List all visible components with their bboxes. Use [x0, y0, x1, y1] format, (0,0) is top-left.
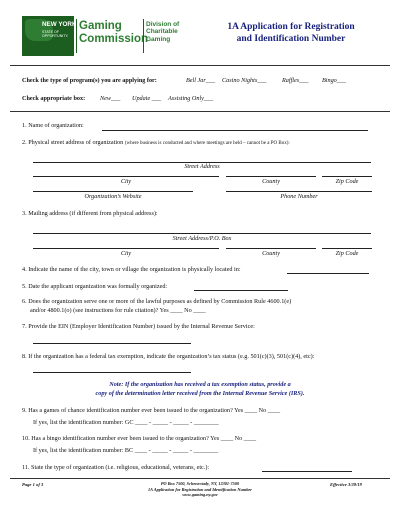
q3-county-caption: County [262, 250, 280, 257]
q2-zip-field[interactable] [322, 176, 372, 177]
q3-city-caption: City [120, 250, 132, 257]
box-update[interactable]: Update ___ [132, 95, 162, 102]
q5-label: 5. Date the applicant organization was formally organized: [22, 283, 168, 290]
q8-tax-status-field[interactable] [33, 372, 191, 373]
q7-ein-field[interactable] [33, 343, 191, 344]
program-casino-nights[interactable]: Casino Nights___ [222, 77, 267, 84]
q2-phone-field[interactable] [226, 191, 372, 192]
q7-label: 7. Provide the EIN (Employer Identification Number) issued by the Internal Revenue Service: [22, 323, 255, 330]
footer-center [120, 481, 280, 498]
logo-gaming-commission: Gaming Commission [79, 20, 149, 45]
footer-form-name: 1A Application for Registration and Identification Number [148, 486, 252, 492]
q2-label: 2. Physical street address of organization (where business is conducted and where meetings are held – cannot be a PO Box): [22, 139, 290, 146]
footer-divider [10, 478, 390, 479]
logo-divider [76, 19, 77, 53]
program-raffles[interactable]: Raffles___ [282, 77, 309, 84]
section-divider [10, 111, 390, 112]
logo-state-text: STATE OF OPPORTUNITY. [42, 30, 69, 39]
q9-id-field[interactable]: If yes, list the identification number: GC ____ - _____ - _____ - ________ [33, 419, 219, 426]
q11-org-type-field[interactable] [262, 471, 352, 472]
q6-label-line2[interactable]: and/or 4800.1(o) (see instructions for rule citation)? Yes ____ No ____ [30, 307, 206, 314]
q5-date-field[interactable] [194, 290, 288, 291]
q2-zip-caption: Zip Code [335, 178, 359, 185]
q4-label: 4. Indicate the name of the city, town or village the organization is physically located in: [22, 266, 241, 273]
q4-city-town-field[interactable] [287, 273, 369, 274]
program-bingo[interactable]: Bingo___ [322, 77, 347, 84]
q1-name-field[interactable] [102, 130, 368, 131]
logo-division: Division of Charitable Gaming [146, 21, 180, 43]
logo-divider-2 [143, 19, 144, 53]
q10-label[interactable]: 10. Has a bingo identification number ever been issued to the organization? Yes ____ No ____ [22, 435, 257, 442]
q1-label: 1. Name of organization: [22, 122, 84, 129]
program-type-label: Check the type of program(s) you are applying for: [22, 77, 157, 84]
box-new[interactable]: New___ [100, 95, 121, 102]
q3-street-caption: Street Address/P.O. Box [172, 235, 232, 242]
q2-street-caption: Street Address [184, 163, 220, 170]
footer-effective-date: Effective 3/28/19 [330, 482, 362, 487]
q2-phone-caption: Phone Number [280, 193, 318, 200]
footer-page-number: Page 1 of 3 [22, 482, 44, 487]
q3-street-field[interactable] [33, 233, 371, 234]
q3-city-field[interactable] [33, 248, 219, 249]
program-bell-jar[interactable]: Bell Jar___ [186, 77, 216, 84]
logo [22, 16, 192, 56]
note-line1: Note: If the organization has received a tax exemption status, provide a [109, 381, 291, 388]
q3-zip-caption: Zip Code [335, 250, 359, 257]
q2-city-caption: City [120, 178, 132, 185]
q8-label: 8. If the organization has a federal tax exemption, indicate the organization’s tax status (e.g. 501(c)(3), 501(c)(4), etc): [22, 353, 315, 360]
logo-ny-text: NEW YORK [42, 21, 77, 28]
footer-address: PO Box 7500, Schenectady, NY, 12301-7500 [160, 481, 240, 486]
note-line2: copy of the determination letter received from the Internal Revenue Service (IRS). [95, 390, 305, 397]
box-assisting-only[interactable]: Assisting Only___ [168, 95, 214, 102]
footer-url: www.gaming.ny.gov [182, 492, 218, 498]
q2-website-caption: Organization’s Website [84, 193, 142, 200]
form-title: 1A Application for Registration and Identification Number [227, 22, 355, 44]
q3-county-field[interactable] [226, 248, 316, 249]
q10-id-field[interactable]: If yes, list the identification number: BC ____ - _____ - _____ - ________ [33, 447, 219, 454]
q3-label: 3. Mailing address (if different from physical address): [22, 210, 158, 217]
q2-city-field[interactable] [33, 176, 219, 177]
q2-website-field[interactable] [33, 191, 193, 192]
q2-county-field[interactable] [226, 176, 316, 177]
q6-label-line1: 6. Does the organization serve one or more of the lawful purposes as defined by Commission Rule 4600.1(e) [22, 298, 292, 305]
q2-county-caption: County [262, 178, 280, 185]
q11-label: 11. State the type of organization (i.e. religious, educational, veterans, etc.): [22, 464, 210, 471]
box-type-label: Check appropriate box: [22, 95, 86, 102]
ny-state-logo [22, 16, 77, 56]
header-divider [10, 65, 390, 66]
q9-label[interactable]: 9. Has a games of chance identification number ever been issued to the organization? Yes ____ No ____ [22, 407, 281, 414]
q3-zip-field[interactable] [322, 248, 372, 249]
